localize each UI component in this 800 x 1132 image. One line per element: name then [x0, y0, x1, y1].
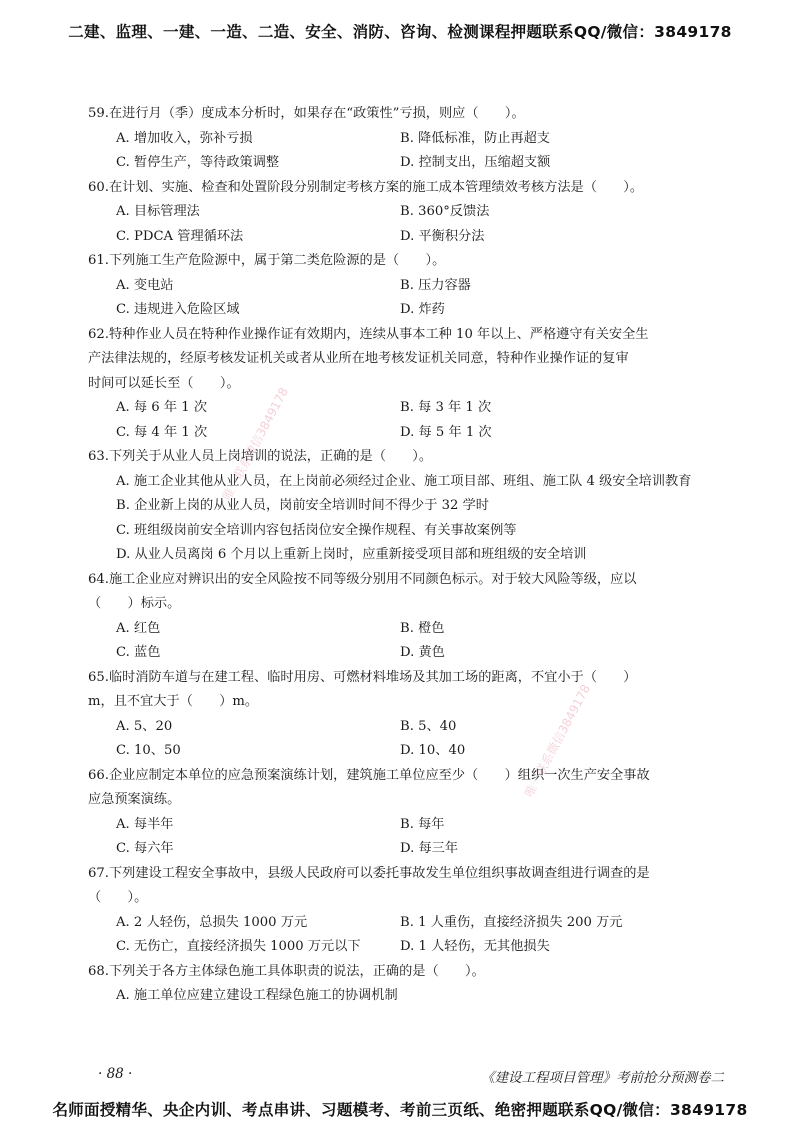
- option-label: A.: [116, 718, 130, 734]
- option-text: 每半年: [133, 816, 174, 832]
- answer-option: [88, 984, 724, 1009]
- answer-option: [88, 127, 372, 152]
- question-text: （ ）标示。: [88, 596, 181, 611]
- option-text: 施工企业其他从业人员，在上岗前必须经过企业、施工项目部、班组、施工队 4 级安全培训教育: [133, 473, 692, 489]
- option-label: B.: [400, 130, 414, 146]
- answer-option: [88, 200, 372, 225]
- answer-option: [88, 813, 372, 838]
- option-text: 降低标准，防止再超支: [418, 130, 550, 146]
- option-text: 1 人轻伤，无其他损失: [418, 939, 550, 954]
- option-label: B.: [400, 914, 414, 930]
- question-text: （ ）。: [88, 890, 148, 905]
- question-text: 施工企业应对辨识出的安全风险按不同等级分别用不同颜色标示。对于较大风险等级，应以: [108, 571, 637, 587]
- option-label: A.: [116, 277, 130, 293]
- question-stem: [88, 323, 724, 397]
- option-text: 蓝色: [134, 645, 161, 660]
- answer-option: [372, 641, 724, 666]
- question-block: [88, 445, 724, 568]
- question-line: [88, 764, 724, 789]
- page-number: · 88 ·: [98, 1066, 133, 1082]
- answer-option: [372, 617, 724, 642]
- answer-option: [88, 715, 372, 740]
- question-list: [88, 102, 724, 1009]
- question-stem: [88, 102, 724, 127]
- option-label: A.: [116, 988, 130, 1003]
- option-list: [88, 470, 724, 568]
- option-label: B.: [400, 718, 414, 734]
- option-text: 每年: [418, 816, 445, 832]
- option-label: C.: [116, 645, 130, 660]
- answer-option: [372, 151, 724, 176]
- answer-option: [372, 837, 724, 862]
- top-promo-banner: 二建、监理、一建、一造、二造、安全、消防、咨询、检测课程押题联系QQ/微信：3849178: [68, 23, 732, 41]
- question-line: [88, 960, 724, 985]
- option-label: B.: [116, 498, 130, 513]
- option-label: C.: [116, 841, 130, 856]
- question-text: 在进行月（季）度成本分析时，如果存在“政策性”亏损，则应（ ）。: [108, 106, 525, 121]
- answer-option: [372, 200, 724, 225]
- question-text: 下列关于从业人员上岗培训的说法，正确的是（ ）。: [108, 449, 433, 464]
- option-label: D.: [400, 424, 415, 440]
- question-block: [88, 960, 724, 1009]
- option-label: D.: [400, 841, 415, 856]
- option-text: 黄色: [418, 645, 445, 660]
- question-block: [88, 764, 724, 862]
- question-number: 61.: [88, 253, 109, 268]
- question-number: 63.: [88, 449, 109, 464]
- option-list: [88, 200, 724, 249]
- question-text: 在计划、实施、检查和处置阶段分别制定考核方案的施工成本管理绩效考核方法是（ ）。: [108, 179, 644, 195]
- question-number: 62.: [88, 326, 109, 342]
- question-text: 时间可以延长至（ ）。: [88, 375, 240, 391]
- answer-option: [88, 739, 372, 764]
- option-label: B.: [400, 620, 414, 636]
- option-label: D.: [116, 547, 131, 562]
- answer-option: [372, 225, 724, 250]
- option-label: A.: [116, 816, 130, 832]
- question-block: [88, 176, 724, 250]
- question-block: [88, 323, 724, 446]
- question-stem: [88, 568, 724, 617]
- option-label: C.: [116, 522, 130, 538]
- question-text: m，且不宜大于（ ）m。: [88, 694, 259, 709]
- answer-option: [88, 225, 372, 250]
- answer-option: [88, 935, 372, 960]
- option-label: A.: [116, 400, 130, 415]
- question-number: 66.: [88, 767, 109, 783]
- option-text: 施工单位应建立建设工程绿色施工的协调机制: [133, 988, 398, 1003]
- option-text: 每 3 年 1 次: [418, 400, 492, 415]
- question-text: 下列建设工程安全事故中，县级人民政府可以委托事故发生单位组织事故调查组进行调查的是: [108, 865, 650, 881]
- question-number: 68.: [88, 963, 109, 979]
- option-list: [88, 617, 724, 666]
- question-line: [88, 886, 724, 911]
- option-text: 5、40: [418, 718, 457, 734]
- answer-option: [88, 641, 372, 666]
- question-line: [88, 102, 724, 127]
- option-label: C.: [116, 302, 130, 317]
- option-label: C.: [116, 228, 130, 244]
- question-block: [88, 102, 724, 176]
- option-text: 控制支出，压缩超支额: [418, 155, 551, 170]
- question-stem: [88, 666, 724, 715]
- answer-option: [88, 274, 372, 299]
- question-stem: [88, 445, 724, 470]
- option-label: B.: [400, 277, 414, 293]
- watermark-1: 唯一联系微信3849178: [219, 385, 292, 503]
- question-text: 企业应制定本单位的应急预案演练计划，建筑施工单位应至少（ ）组织一次生产安全事故: [108, 767, 650, 783]
- answer-option: [372, 396, 724, 421]
- option-text: 5、20: [133, 718, 173, 734]
- option-text: 从业人员离岗 6 个月以上重新上岗时，应重新接受项目部和班组级的安全培训: [134, 547, 587, 562]
- option-label: A.: [116, 473, 130, 489]
- option-label: A.: [116, 620, 130, 636]
- answer-option: [88, 519, 724, 544]
- answer-option: [372, 935, 724, 960]
- answer-option: [88, 151, 372, 176]
- option-label: B.: [400, 816, 414, 832]
- option-label: C.: [116, 155, 130, 170]
- answer-option: [88, 543, 724, 568]
- answer-option: [88, 470, 724, 495]
- question-text: 产法律法规的，经原考核发证机关或者从业所在地考核发证机关同意，特种作业操作证的复审: [88, 351, 629, 366]
- option-list: [88, 127, 724, 176]
- question-text: 下列施工生产危险源中，属于第二类危险源的是（ ）。: [108, 253, 446, 268]
- question-block: [88, 249, 724, 323]
- option-text: 每 6 年 1 次: [133, 400, 208, 415]
- option-label: D.: [400, 228, 415, 244]
- question-number: 65.: [88, 669, 109, 685]
- option-text: 压力容器: [418, 277, 471, 293]
- answer-option: [372, 274, 724, 299]
- answer-option: [372, 813, 724, 838]
- option-text: 1 人重伤，直接经济损失 200 万元: [418, 914, 623, 930]
- question-block: [88, 568, 724, 666]
- option-list: [88, 813, 724, 862]
- question-line: [88, 862, 724, 887]
- question-number: 64.: [88, 571, 109, 587]
- option-label: D.: [400, 302, 415, 317]
- question-line: [88, 690, 724, 715]
- option-label: D.: [400, 645, 415, 660]
- answer-option: [372, 298, 724, 323]
- option-text: 变电站: [133, 277, 174, 293]
- question-stem: [88, 249, 724, 274]
- question-block: [88, 666, 724, 764]
- option-label: A.: [116, 204, 130, 219]
- question-number: 60.: [88, 179, 109, 195]
- answer-option: [372, 421, 724, 446]
- question-text: 下列关于各方主体绿色施工具体职责的说法，正确的是（ ）。: [108, 963, 485, 979]
- question-stem: [88, 764, 724, 813]
- option-label: A.: [116, 130, 130, 146]
- option-list: [88, 984, 724, 1009]
- option-text: 增加收入，弥补亏损: [133, 130, 253, 146]
- answer-option: [372, 127, 724, 152]
- option-text: 360°反馈法: [418, 204, 490, 219]
- answer-option: [88, 396, 372, 421]
- question-line: [88, 666, 724, 691]
- question-line: [88, 176, 724, 201]
- answer-option: [88, 617, 372, 642]
- option-text: 红色: [133, 620, 161, 636]
- answer-option: [88, 298, 372, 323]
- question-line: [88, 347, 724, 372]
- option-list: [88, 911, 724, 960]
- option-text: 10、40: [418, 743, 466, 758]
- answer-option: [88, 911, 372, 936]
- option-text: 炸药: [418, 302, 445, 317]
- option-list: [88, 715, 724, 764]
- question-block: [88, 862, 724, 960]
- option-text: 暂停生产，等待政策调整: [134, 155, 280, 170]
- answer-option: [88, 494, 724, 519]
- question-line: [88, 249, 724, 274]
- option-label: C.: [116, 743, 130, 758]
- option-label: C.: [116, 939, 130, 954]
- option-label: A.: [116, 914, 130, 930]
- answer-option: [88, 837, 372, 862]
- option-text: 10、50: [134, 743, 181, 758]
- option-text: 每三年: [418, 841, 459, 856]
- option-text: 班组级岗前安全培训内容包括岗位安全操作规程、有关事故案例等: [134, 522, 517, 538]
- question-stem: [88, 176, 724, 201]
- option-text: 企业新上岗的从业人员，岗前安全培训时间不得少于 32 学时: [134, 498, 489, 513]
- option-text: PDCA 管理循环法: [134, 228, 244, 244]
- option-label: B.: [400, 204, 414, 219]
- option-label: D.: [400, 939, 415, 954]
- book-title: 《建设工程项目管理》考前抢分预测卷二: [481, 1070, 724, 1086]
- answer-option: [372, 911, 724, 936]
- bottom-promo-banner: 名师面授精华、央企内训、考点串讲、习题模考、考前三页纸、绝密押题联系QQ/微信：3849178: [52, 1101, 748, 1119]
- question-stem: [88, 862, 724, 911]
- question-line: [88, 445, 724, 470]
- option-text: 橙色: [418, 620, 445, 636]
- question-line: [88, 372, 724, 397]
- question-text: 应急预案演练。: [88, 792, 181, 807]
- option-text: 2 人轻伤，总损失 1000 万元: [133, 914, 308, 930]
- question-number: 67.: [88, 865, 109, 881]
- option-text: 目标管理法: [133, 204, 200, 219]
- option-label: C.: [116, 424, 130, 440]
- option-label: B.: [400, 400, 414, 415]
- option-text: 每 4 年 1 次: [134, 424, 208, 440]
- option-label: D.: [400, 743, 415, 758]
- question-stem: [88, 960, 724, 985]
- answer-option: [372, 739, 724, 764]
- answer-option: [88, 421, 372, 446]
- question-number: 59.: [88, 106, 109, 121]
- question-line: [88, 323, 724, 348]
- option-text: 无伤亡，直接经济损失 1000 万元以下: [134, 939, 361, 954]
- option-text: 违规进入危险区域: [134, 302, 240, 317]
- option-text: 每 5 年 1 次: [418, 424, 492, 440]
- option-text: 每六年: [134, 841, 174, 856]
- option-label: D.: [400, 155, 415, 170]
- option-list: [88, 396, 724, 445]
- option-list: [88, 274, 724, 323]
- question-line: [88, 788, 724, 813]
- answer-option: [372, 715, 724, 740]
- option-text: 平衡积分法: [418, 228, 485, 244]
- question-text: 特种作业人员在特种作业操作证有效期内，连续从事本工种 10 年以上、严格遵守有关安全生: [108, 326, 649, 342]
- question-text: 临时消防车道与在建工程、临时用房、可燃材料堆场及其加工场的距离，不宜小于（ ）: [108, 669, 637, 685]
- question-line: [88, 592, 724, 617]
- question-line: [88, 568, 724, 593]
- watermark-2: 唯一联系微信3849178: [521, 682, 594, 800]
